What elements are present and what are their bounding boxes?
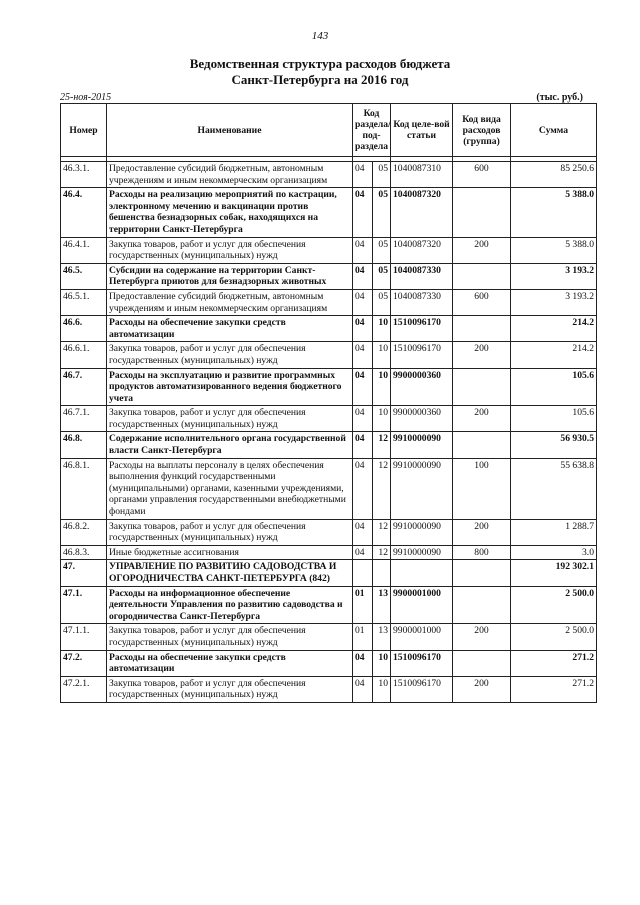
row-section-code: 04 — [353, 458, 373, 519]
table-row — [61, 676, 597, 702]
row-subsection-code: 13 — [373, 624, 391, 650]
row-number: 46.7. — [61, 368, 107, 406]
table-row — [61, 624, 597, 650]
table-row — [61, 316, 597, 342]
row-number: 46.8.3. — [61, 545, 107, 560]
header-name: Наименование — [107, 104, 353, 157]
row-number: 46.4. — [61, 188, 107, 237]
page-number: 143 — [311, 30, 329, 42]
row-section-code: 04 — [353, 237, 373, 263]
row-expense-type — [453, 316, 511, 342]
row-subsection-code: 05 — [373, 188, 391, 237]
row-subsection-code: 10 — [373, 368, 391, 406]
row-name: Расходы на эксплуатацию и развитие программных продуктов автоматизированного ведения бюджетного учета — [107, 368, 353, 406]
row-number: 46.5. — [61, 263, 107, 289]
row-target-code: 1510096170 — [391, 342, 453, 368]
row-expense-type: 100 — [453, 458, 511, 519]
row-expense-type: 200 — [453, 676, 511, 702]
table-row — [61, 368, 597, 406]
table-row — [61, 342, 597, 368]
table-row — [61, 406, 597, 432]
row-name: Предоставление субсидий бюджетным, автономным учреждениям и иным некоммерческим организациям — [107, 162, 353, 188]
row-subsection-code: 12 — [373, 458, 391, 519]
row-target-code: 1040087330 — [391, 263, 453, 289]
table-row — [61, 289, 597, 315]
row-subsection-code: 10 — [373, 406, 391, 432]
row-target-code: 1040087330 — [391, 289, 453, 315]
row-amount: 5 388.0 — [511, 237, 597, 263]
row-section-code: 04 — [353, 545, 373, 560]
row-subsection-code: 10 — [373, 316, 391, 342]
row-name: Закупка товаров, работ и услуг для обеспечения государственных (муниципальных) нужд — [107, 676, 353, 702]
row-target-code: 1040087320 — [391, 237, 453, 263]
row-target-code: 9900001000 — [391, 624, 453, 650]
row-amount: 105.6 — [511, 406, 597, 432]
title-line-2: Санкт-Петербурга на 2016 год — [231, 72, 409, 87]
row-amount: 214.2 — [511, 316, 597, 342]
row-target-code: 9900000360 — [391, 406, 453, 432]
row-number: 47.2.1. — [61, 676, 107, 702]
table-row — [61, 237, 597, 263]
row-amount: 3 193.2 — [511, 263, 597, 289]
header-number: Номер — [61, 104, 107, 157]
table-row — [61, 458, 597, 519]
row-subsection-code: 13 — [373, 586, 391, 624]
row-amount: 271.2 — [511, 650, 597, 676]
row-section-code: 01 — [353, 586, 373, 624]
header-target: Код целе-вой статьи — [391, 104, 453, 157]
row-amount: 192 302.1 — [511, 560, 597, 586]
row-target-code: 9910000090 — [391, 432, 453, 458]
row-section-code: 04 — [353, 263, 373, 289]
table-row — [61, 188, 597, 237]
row-expense-type: 600 — [453, 289, 511, 315]
row-expense-type: 200 — [453, 237, 511, 263]
row-expense-type — [453, 586, 511, 624]
header-amount: Сумма — [511, 104, 597, 157]
row-name: УПРАВЛЕНИЕ ПО РАЗВИТИЮ САДОВОДСТВА И ОГОРОДНИЧЕСТВА САНКТ-ПЕТЕРБУРГА (842) — [107, 560, 353, 586]
row-name: Расходы на реализацию мероприятий по кастрации, электронному мечению и вакцинации против бешенства безнадзорных собак, находящихся на территории Санкт-Петербурга — [107, 188, 353, 237]
row-name: Закупка товаров, работ и услуг для обеспечения государственных (муниципальных) нужд — [107, 519, 353, 545]
table-row — [61, 650, 597, 676]
table-row — [61, 586, 597, 624]
row-section-code: 04 — [353, 368, 373, 406]
row-amount: 5 388.0 — [511, 188, 597, 237]
table-row — [61, 560, 597, 586]
row-section-code: 04 — [353, 289, 373, 315]
row-number: 47.2. — [61, 650, 107, 676]
row-expense-type — [453, 263, 511, 289]
row-number: 46.8. — [61, 432, 107, 458]
row-number: 46.3.1. — [61, 162, 107, 188]
table-header-row — [61, 104, 597, 157]
row-amount: 85 250.6 — [511, 162, 597, 188]
row-target-code: 1040087310 — [391, 162, 453, 188]
row-expense-type — [453, 368, 511, 406]
header-section: Код раздела/ под-раздела — [353, 104, 391, 157]
row-subsection-code: 10 — [373, 650, 391, 676]
row-section-code: 04 — [353, 519, 373, 545]
row-number: 46.4.1. — [61, 237, 107, 263]
row-name: Закупка товаров, работ и услуг для обеспечения государственных (муниципальных) нужд — [107, 342, 353, 368]
row-section-code: 04 — [353, 188, 373, 237]
row-name: Иные бюджетные ассигнования — [107, 545, 353, 560]
row-target-code: 9910000090 — [391, 458, 453, 519]
row-name: Расходы на выплаты персоналу в целях обеспечения выполнения функций государственными (муниципальными) органами, казенными учреждениями, органами управления государственными внебюджетными фондами — [107, 458, 353, 519]
table-row — [61, 432, 597, 458]
row-subsection-code: 12 — [373, 545, 391, 560]
row-amount: 271.2 — [511, 676, 597, 702]
row-section-code: 04 — [353, 342, 373, 368]
row-amount: 214.2 — [511, 342, 597, 368]
row-subsection-code: 10 — [373, 676, 391, 702]
row-section-code: 04 — [353, 316, 373, 342]
row-target-code: 1510096170 — [391, 676, 453, 702]
row-section-code: 04 — [353, 650, 373, 676]
row-number: 46.8.2. — [61, 519, 107, 545]
table-row — [61, 519, 597, 545]
row-number: 46.6.1. — [61, 342, 107, 368]
row-name: Закупка товаров, работ и услуг для обеспечения государственных (муниципальных) нужд — [107, 624, 353, 650]
row-target-code: 1510096170 — [391, 650, 453, 676]
table-row — [61, 263, 597, 289]
report-date: 25-ноя-2015 — [60, 92, 112, 103]
row-section-code: 01 — [353, 624, 373, 650]
row-name: Расходы на обеспечение закупки средств автоматизации — [107, 316, 353, 342]
row-name: Предоставление субсидий бюджетным, автономным учреждениям и иным некоммерческим организациям — [107, 289, 353, 315]
currency-units: (тыс. руб.) — [536, 92, 583, 103]
row-number: 47.1. — [61, 586, 107, 624]
row-subsection-code: 05 — [373, 263, 391, 289]
row-amount: 105.6 — [511, 368, 597, 406]
row-name: Субсидии на содержание на территории Санкт-Петербурга приютов для безнадзорных животных — [107, 263, 353, 289]
row-expense-type — [453, 188, 511, 237]
row-subsection-code: 12 — [373, 432, 391, 458]
document-title — [0, 56, 640, 88]
row-subsection-code: 05 — [373, 162, 391, 188]
row-subsection-code: 10 — [373, 342, 391, 368]
row-expense-type: 800 — [453, 545, 511, 560]
table-row — [61, 545, 597, 560]
row-section-code: 04 — [353, 406, 373, 432]
row-name: Закупка товаров, работ и услуг для обеспечения государственных (муниципальных) нужд — [107, 237, 353, 263]
row-target-code: 1040087320 — [391, 188, 453, 237]
row-section-code — [353, 560, 373, 586]
row-expense-type: 600 — [453, 162, 511, 188]
row-target-code: 9900000360 — [391, 368, 453, 406]
row-number: 46.6. — [61, 316, 107, 342]
row-number: 47.1.1. — [61, 624, 107, 650]
row-expense-type — [453, 432, 511, 458]
row-expense-type: 200 — [453, 519, 511, 545]
budget-table — [60, 103, 597, 703]
row-amount: 56 930.5 — [511, 432, 597, 458]
row-target-code: 9900001000 — [391, 586, 453, 624]
row-amount: 3 193.2 — [511, 289, 597, 315]
row-target-code: 1510096170 — [391, 316, 453, 342]
row-amount: 1 288.7 — [511, 519, 597, 545]
row-amount: 2 500.0 — [511, 586, 597, 624]
row-expense-type: 200 — [453, 624, 511, 650]
row-number: 46.8.1. — [61, 458, 107, 519]
row-number: 46.5.1. — [61, 289, 107, 315]
row-subsection-code: 05 — [373, 289, 391, 315]
row-subsection-code: 12 — [373, 519, 391, 545]
row-name: Содержание исполнительного органа государственной власти Санкт-Петербурга — [107, 432, 353, 458]
header-expense-type: Код вида расходов (группа) — [453, 104, 511, 157]
row-name: Расходы на информационное обеспечение деятельности Управления по развитию садоводства и огородничества Санкт-Петербурга — [107, 586, 353, 624]
row-subsection-code — [373, 560, 391, 586]
title-line-1: Ведомственная структура расходов бюджета — [189, 56, 451, 71]
row-amount: 55 638.8 — [511, 458, 597, 519]
row-expense-type — [453, 650, 511, 676]
row-name: Расходы на обеспечение закупки средств автоматизации — [107, 650, 353, 676]
row-target-code: 9910000090 — [391, 545, 453, 560]
row-section-code: 04 — [353, 432, 373, 458]
row-expense-type: 200 — [453, 342, 511, 368]
row-number: 46.7.1. — [61, 406, 107, 432]
row-amount: 3.0 — [511, 545, 597, 560]
row-subsection-code: 05 — [373, 237, 391, 263]
table-row — [61, 162, 597, 188]
row-target-code: 9910000090 — [391, 519, 453, 545]
row-expense-type — [453, 560, 511, 586]
row-target-code — [391, 560, 453, 586]
row-section-code: 04 — [353, 676, 373, 702]
row-name: Закупка товаров, работ и услуг для обеспечения государственных (муниципальных) нужд — [107, 406, 353, 432]
row-expense-type: 200 — [453, 406, 511, 432]
row-amount: 2 500.0 — [511, 624, 597, 650]
table-body — [61, 162, 597, 703]
row-number: 47. — [61, 560, 107, 586]
row-section-code: 04 — [353, 162, 373, 188]
